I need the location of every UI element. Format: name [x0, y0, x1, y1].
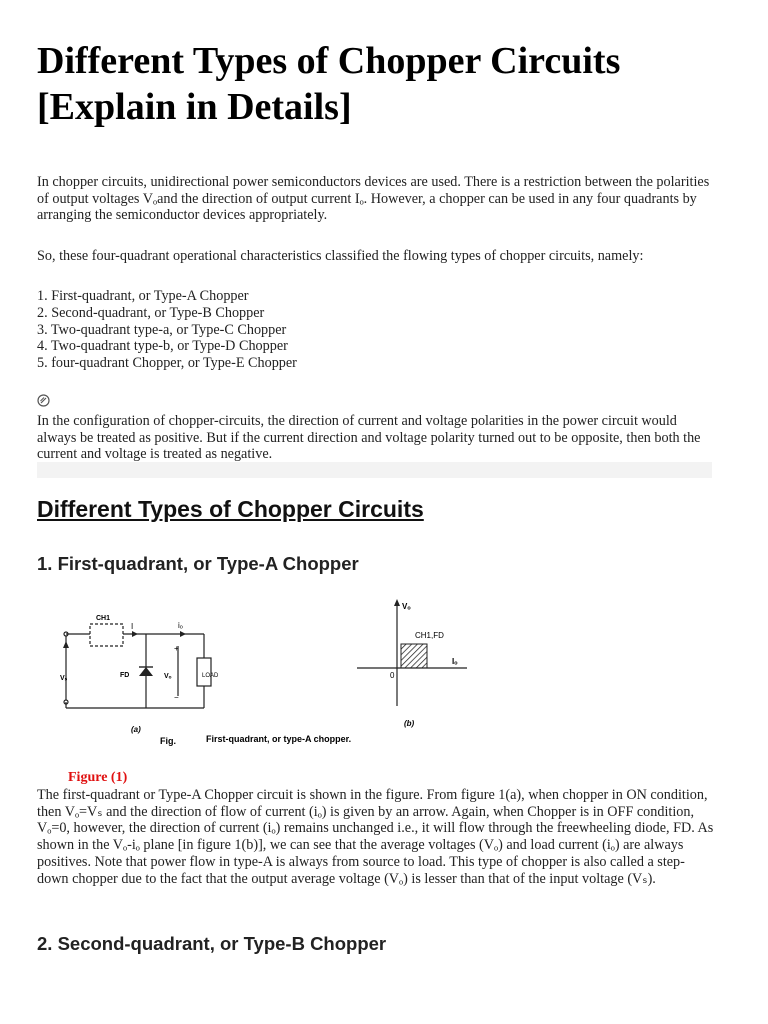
label-fd: FD	[120, 672, 130, 679]
list-item: 2. Second-quadrant, or Type-B Chopper	[37, 304, 265, 321]
list-item: 4. Two-quadrant type-b, or Type-D Chopper	[37, 338, 288, 355]
label-sub-b: (b)	[404, 719, 415, 728]
fig-label: Fig.	[160, 736, 176, 746]
list-item: 5. four-quadrant Chopper, or Type-E Chopper	[37, 355, 297, 372]
intro-paragraph: In chopper circuits, unidirectional power semiconductors devices are used. There is a restriction between the polarities of output voltages Vₒand the direction of output current Iₒ. However, a chopper can be used in any four quadrants by arranging the semiconductor devices appropriately.	[37, 174, 710, 224]
section-heading: Different Types of Chopper Circuits	[37, 496, 424, 522]
circuit-diagram	[64, 624, 211, 708]
note-paragraph: In the configuration of chopper-circuits, the direction of current and voltage polarities in the power circuit would always be treated as positive. But if the current direction and voltage polarity turned out to be opposite, then both the current and voltage is treated as negative.	[37, 413, 701, 463]
graph-y-label: Vₒ	[402, 602, 411, 611]
fig-caption: First-quadrant, or type-A chopper.	[206, 734, 352, 744]
label-current-io: iₒ	[178, 621, 183, 630]
type-a-description: The first-quadrant or Type-A Chopper circuit is shown in the figure. From figure 1(a), when chopper in ON condition, then Vₒ=Vₛ and the direction of flow of current (iₒ) is given by an arrow. Again, when Chopper is in OFF condition, Vₒ=0, however, the direction of current (iₒ) remains unchanged i.e., it will flow through the freewheeling diode, FD. As shown in the Vₒ-iₒ plane [in figure 1(b)], we can see that the average voltages (Vₒ) and load current (iₒ) are always positives. Note that power flow in type-A is always from source to load. This type of chopper is also called a step-down chopper due to the fact that the output average voltage (Vₒ) is lesser than that of the input voltage (Vₛ).	[37, 787, 714, 887]
label-load: LOAD	[202, 673, 219, 679]
list-item: 1. First-quadrant, or Type-A Chopper	[37, 288, 249, 304]
figure-caption: Figure (1)	[68, 770, 128, 785]
chopper-types-list	[37, 288, 637, 372]
quadrant-region	[401, 644, 427, 668]
label-minus: −	[174, 693, 179, 702]
classification-paragraph: So, these four-quadrant operational characteristics classified the flowing types of chopper circuits, namely:	[37, 248, 644, 264]
divider-bar	[37, 462, 712, 478]
graph-x-label: Iₒ	[452, 657, 458, 666]
label-vs: Vₛ	[60, 675, 68, 682]
article-title: Different Types of Chopper Circuits [Explain in Details]	[37, 40, 621, 128]
type-a-heading: 1. First-quadrant, or Type-A Chopper	[37, 553, 359, 574]
list-item: 3. Two-quadrant type-a, or Type-C Chopper	[37, 321, 287, 338]
graph-region-label: CH1,FD	[415, 631, 444, 640]
graph-origin-label: 0	[390, 671, 395, 680]
label-ch1: CH1	[96, 615, 111, 622]
label-plus: +	[174, 644, 179, 653]
label-current-i: I	[131, 622, 134, 631]
type-a-figure	[52, 596, 458, 748]
diode-icon	[139, 667, 153, 676]
label-sub-a: (a)	[131, 725, 141, 734]
label-vo: Vₒ	[164, 673, 172, 680]
tip-icon	[37, 394, 50, 407]
type-b-heading: 2. Second-quadrant, or Type-B Chopper	[37, 933, 387, 954]
